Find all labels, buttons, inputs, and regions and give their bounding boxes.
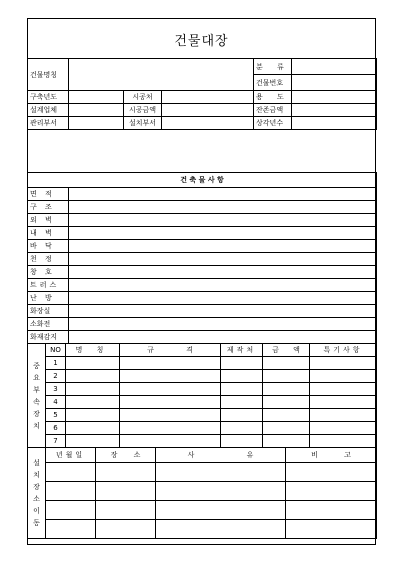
relocation-header-place: 장 소: [96, 448, 156, 463]
equipment-header-notes: 특기사항: [310, 344, 377, 357]
equipment-cell[interactable]: [120, 357, 221, 370]
depreciation-years-label: 상각년수: [254, 117, 292, 130]
relocation-cell[interactable]: [46, 520, 96, 539]
equipment-cell[interactable]: [310, 370, 377, 383]
equipment-cell[interactable]: [263, 422, 310, 435]
spec-field[interactable]: [69, 201, 377, 214]
depreciation-years-field[interactable]: [292, 117, 377, 130]
spec-field[interactable]: [69, 253, 377, 266]
equipment-cell[interactable]: [66, 357, 120, 370]
building-name-label: 건물명칭: [28, 59, 69, 91]
relocation-side-label: 설치장소이동: [28, 448, 46, 539]
equipment-cell[interactable]: [263, 435, 310, 448]
equipment-cell[interactable]: [66, 422, 120, 435]
relocation-cell[interactable]: [46, 463, 96, 482]
spec-field[interactable]: [69, 266, 377, 279]
equipment-no: 4: [46, 396, 66, 409]
equipment-table: [27, 343, 377, 448]
relocation-cell[interactable]: [46, 482, 96, 501]
spec-label: 창 호: [28, 266, 69, 279]
specs-table: [27, 172, 377, 344]
relocation-header-remarks: 비 고: [286, 448, 377, 463]
spec-field[interactable]: [69, 331, 377, 344]
equipment-cell[interactable]: [221, 383, 263, 396]
equipment-cell[interactable]: [310, 357, 377, 370]
specs-header: 건 축 물 사 항: [28, 173, 377, 188]
managing-dept-label: 관리부서: [28, 117, 69, 130]
spec-field[interactable]: [69, 279, 377, 292]
spec-field[interactable]: [69, 214, 377, 227]
equipment-no: 3: [46, 383, 66, 396]
designer-label: 설계업체: [28, 104, 69, 117]
equipment-cell[interactable]: [120, 435, 221, 448]
form-title: 건물대장: [174, 33, 229, 49]
equipment-cell[interactable]: [310, 396, 377, 409]
relocation-cell[interactable]: [286, 520, 377, 539]
equipment-cell[interactable]: [66, 435, 120, 448]
building-register-form: [27, 18, 376, 545]
contractor-label: 시공처: [124, 91, 162, 104]
relocation-cell[interactable]: [156, 501, 286, 520]
relocation-cell[interactable]: [96, 463, 156, 482]
usage-label: 용 도: [254, 91, 292, 104]
installing-dept-field[interactable]: [162, 117, 254, 130]
relocation-header-date: 년월일: [46, 448, 96, 463]
equipment-cell[interactable]: [120, 370, 221, 383]
equipment-no: 1: [46, 357, 66, 370]
building-info-table: [27, 58, 377, 130]
relocation-cell[interactable]: [286, 482, 377, 501]
equipment-header-name: 명 칭: [66, 344, 120, 357]
construction-amount-label: 시공금액: [124, 104, 162, 117]
equipment-cell[interactable]: [310, 435, 377, 448]
building-name-field[interactable]: [69, 59, 254, 91]
equipment-cell[interactable]: [120, 409, 221, 422]
equipment-cell[interactable]: [221, 422, 263, 435]
category-field[interactable]: [292, 59, 377, 75]
equipment-cell[interactable]: [310, 422, 377, 435]
equipment-cell[interactable]: [66, 383, 120, 396]
spec-label: 바 닥: [28, 240, 69, 253]
designer-field[interactable]: [69, 104, 124, 117]
relocation-cell[interactable]: [156, 463, 286, 482]
equipment-cell[interactable]: [263, 370, 310, 383]
equipment-cell[interactable]: [221, 370, 263, 383]
relocation-cell[interactable]: [96, 520, 156, 539]
spec-field[interactable]: [69, 227, 377, 240]
equipment-cell[interactable]: [221, 396, 263, 409]
equipment-cell[interactable]: [120, 396, 221, 409]
equipment-cell[interactable]: [263, 383, 310, 396]
relocation-cell[interactable]: [156, 520, 286, 539]
contractor-field[interactable]: [162, 91, 254, 104]
spec-label: 구 조: [28, 201, 69, 214]
spec-label: 난 방: [28, 292, 69, 305]
residual-amount-label: 잔존금액: [254, 104, 292, 117]
relocation-cell[interactable]: [96, 501, 156, 520]
year-built-field[interactable]: [69, 91, 124, 104]
building-no-label: 건물번호: [254, 75, 292, 91]
relocation-table: [27, 447, 377, 539]
relocation-cell[interactable]: [156, 482, 286, 501]
relocation-cell[interactable]: [96, 482, 156, 501]
equipment-cell[interactable]: [120, 383, 221, 396]
usage-field[interactable]: [292, 91, 377, 104]
equipment-cell[interactable]: [310, 409, 377, 422]
equipment-cell[interactable]: [66, 409, 120, 422]
equipment-cell[interactable]: [66, 370, 120, 383]
equipment-header-spec: 규 격: [120, 344, 221, 357]
year-built-label: 구축년도: [28, 91, 69, 104]
spec-field[interactable]: [69, 240, 377, 253]
spec-label: 트러스: [28, 279, 69, 292]
spec-label: 내 벽: [28, 227, 69, 240]
equipment-cell[interactable]: [263, 357, 310, 370]
residual-amount-field[interactable]: [292, 104, 377, 117]
equipment-cell[interactable]: [263, 409, 310, 422]
category-label: 분 류: [254, 59, 292, 75]
equipment-no: 6: [46, 422, 66, 435]
spec-label: 화장실: [28, 305, 69, 318]
equipment-cell[interactable]: [310, 383, 377, 396]
spec-field[interactable]: [69, 188, 377, 201]
equipment-header-no: NO: [46, 344, 66, 357]
equipment-no: 5: [46, 409, 66, 422]
building-no-field[interactable]: [292, 75, 377, 91]
spec-label: 화재감지: [28, 331, 69, 344]
relocation-cell[interactable]: [286, 463, 377, 482]
spec-field[interactable]: [69, 305, 377, 318]
spec-field[interactable]: [69, 318, 377, 331]
installing-dept-label: 설치부서: [124, 117, 162, 130]
spec-label: 소화전: [28, 318, 69, 331]
equipment-cell[interactable]: [120, 422, 221, 435]
construction-amount-field[interactable]: [162, 104, 254, 117]
relocation-cell[interactable]: [286, 501, 377, 520]
spec-label: 면 적: [28, 188, 69, 201]
spec-label: 천 정: [28, 253, 69, 266]
equipment-cell[interactable]: [221, 409, 263, 422]
equipment-header-amount: 금 액: [263, 344, 310, 357]
equipment-no: 7: [46, 435, 66, 448]
spec-field[interactable]: [69, 292, 377, 305]
equipment-no: 2: [46, 370, 66, 383]
equipment-header-maker: 제작처: [221, 344, 263, 357]
equipment-cell[interactable]: [263, 396, 310, 409]
equipment-cell[interactable]: [221, 435, 263, 448]
equipment-cell[interactable]: [66, 396, 120, 409]
relocation-cell[interactable]: [46, 501, 96, 520]
equipment-side-label: 중요부속장치: [28, 344, 46, 448]
equipment-cell[interactable]: [221, 357, 263, 370]
relocation-header-reason: 사 유: [156, 448, 286, 463]
managing-dept-field[interactable]: [69, 117, 124, 130]
spec-label: 외 벽: [28, 214, 69, 227]
